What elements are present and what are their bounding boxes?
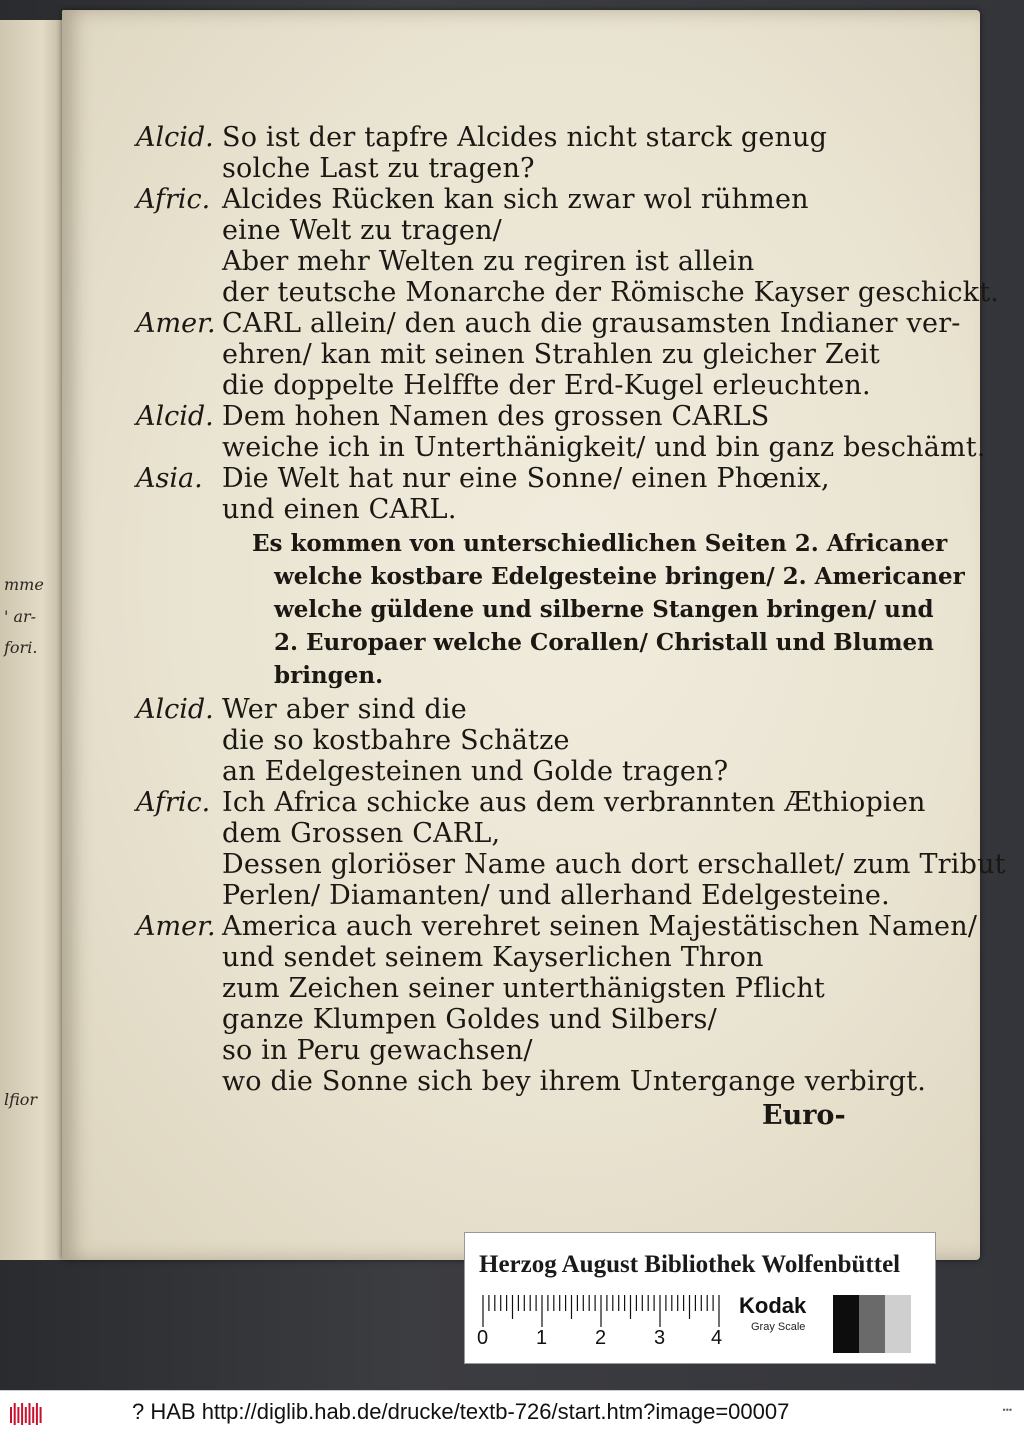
page-text (62, 10, 1006, 1260)
text-line: Ich Africa schicke aus dem verbrannten Æthiopien (222, 787, 926, 818)
left-page-fragment: mme (4, 575, 44, 594)
gray-patch (885, 1295, 911, 1353)
text-line: Alcides Rücken kan sich zwar wol rühmen (222, 184, 809, 215)
logo-bar (14, 1403, 16, 1425)
gray-scale-patches (833, 1295, 911, 1353)
text-line: Dem hohen Namen des grossen CARLS (222, 401, 770, 432)
text-line: ehren/ kan mit seinen Strahlen zu gleicher Zeit (222, 339, 880, 370)
left-page-fragment: ' ar- (4, 607, 37, 626)
stage-direction-line: welche güldene und silberne Stangen bringen/ und (274, 596, 934, 623)
library-name: Herzog August Bibliothek Wolfenbüttel (479, 1251, 901, 1278)
text-line: der teutsche Monarche der Römische Kayser geschickt. (222, 277, 1000, 308)
hab-logo-icon (8, 1399, 44, 1427)
text-line: an Edelgesteinen und Golde tragen? (222, 756, 729, 787)
text-line: und sendet seinem Kayserlichen Thron (222, 942, 764, 973)
logo-bar (29, 1403, 31, 1425)
ruler-number: 0 (477, 1327, 489, 1349)
text-line: Aber mehr Welten zu regiren ist allein (222, 246, 755, 277)
text-line: Wer aber sind die (222, 694, 467, 725)
logo-bar (40, 1407, 42, 1423)
status-url[interactable]: ? HAB http://diglib.hab.de/drucke/textb-726/start.htm?image=00007 (132, 1399, 790, 1424)
logo-bar (10, 1407, 12, 1423)
status-indicator: ••• (1002, 1405, 1012, 1415)
logo-bar (17, 1407, 19, 1423)
text-line: Die Welt hat nur eine Sonne/ einen Phœnix, (222, 463, 830, 494)
left-page-fragment: fori. (4, 638, 38, 657)
text-line: und einen CARL. (222, 494, 457, 525)
stage-direction-line: 2. Europaer welche Corallen/ Christall und Blumen (274, 629, 934, 656)
status-bar (0, 1390, 1024, 1434)
gray-patch (859, 1295, 885, 1353)
stage-direction-line: bringen. (274, 662, 384, 689)
ruler-number: 4 (711, 1327, 723, 1349)
text-line: so in Peru gewachsen/ (222, 1035, 533, 1066)
text-line: zum Zeichen seiner unterthänigsten Pflicht (222, 973, 825, 1004)
speaker-label: Afric. (136, 184, 211, 215)
gray-patch (833, 1295, 859, 1353)
speaker-label: Asia. (136, 463, 203, 494)
text-line: So ist der tapfre Alcides nicht starck genug (222, 122, 828, 153)
text-line: dem Grossen CARL, (222, 818, 501, 849)
text-line: die doppelte Helffte der Erd-Kugel erleuchten. (222, 370, 871, 401)
ruler-number: 1 (536, 1327, 548, 1349)
text-line: eine Welt zu tragen/ (222, 215, 502, 246)
logo-bar (25, 1407, 27, 1423)
speaker-label: Alcid. (136, 694, 214, 725)
left-page-fragment: lfior (4, 1090, 38, 1109)
book-page (62, 10, 1006, 1260)
text-line: Perlen/ Diamanten/ und allerhand Edelgesteine. (222, 880, 890, 911)
speaker-label: Alcid. (136, 122, 214, 153)
text-line: America auch verehret seinen Majestätischen Namen/ (222, 911, 978, 942)
text-line: die so kostbahre Schätze (222, 725, 570, 756)
speaker-label: Amer. (136, 911, 216, 942)
speaker-label: Afric. (136, 787, 211, 818)
text-line: Dessen gloriöser Name auch dort erschallet/ zum Tribut (222, 849, 1006, 880)
ruler-number: 2 (595, 1327, 607, 1349)
ruler-number: 3 (654, 1327, 666, 1349)
kodak-subtitle: Gray Scale (751, 1321, 806, 1333)
logo-bar (32, 1407, 34, 1423)
speaker-label: Amer. (136, 308, 216, 339)
text-line: weiche ich in Unterthänigkeit/ und bin ganz beschämt. (222, 432, 986, 463)
kodak-logo: Kodak (739, 1293, 807, 1318)
text-line: solche Last zu tragen? (222, 153, 535, 184)
stage-direction-line: welche kostbare Edelgesteine bringen/ 2. Americaner (274, 563, 965, 590)
logo-bar (36, 1403, 38, 1425)
text-line: CARL allein/ den auch die grausamsten Indianer ver- (222, 308, 961, 339)
stage-direction-line: Es kommen von unterschiedlichen Seiten 2. Africaner (252, 530, 948, 557)
library-label-card (464, 1232, 936, 1364)
text-line: ganze Klumpen Goldes und Silbers/ (222, 1004, 717, 1035)
catchword: Euro- (762, 1100, 846, 1131)
speaker-label: Alcid. (136, 401, 214, 432)
text-line: wo die Sonne sich bey ihrem Untergange verbirgt. (222, 1066, 927, 1097)
logo-bar (21, 1403, 23, 1425)
left-page-edge (0, 20, 70, 1260)
